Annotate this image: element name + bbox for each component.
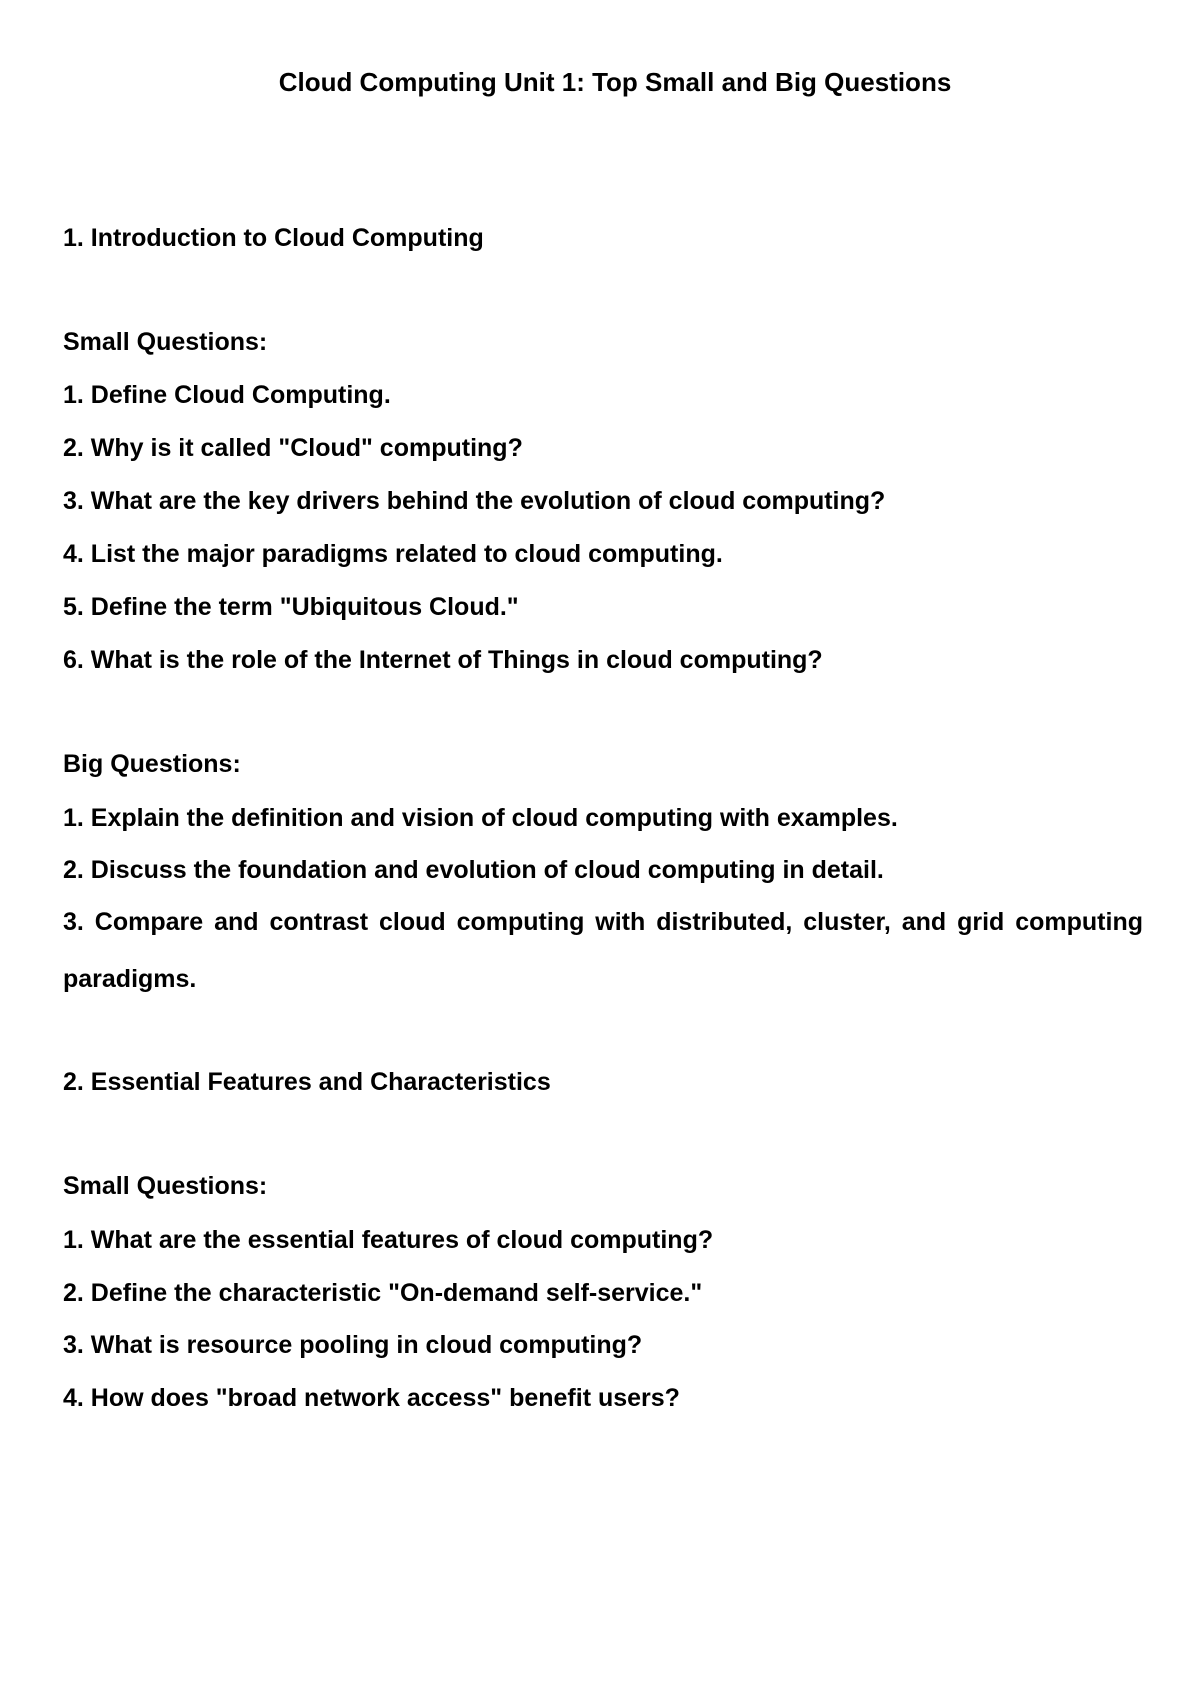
small-question-item: 3. What is resource pooling in cloud computing?: [63, 1331, 643, 1359]
small-question-item: 4. How does "broad network access" benefit users?: [63, 1384, 680, 1412]
big-question-item: 2. Discuss the foundation and evolution of cloud computing in detail.: [63, 856, 884, 884]
big-question-item: 3. Compare and contrast cloud computing with distributed, cluster, and grid computing paradigms.: [63, 908, 1143, 993]
section-heading: 2. Essential Features and Characteristics: [63, 1068, 551, 1096]
small-question-item: 1. Define Cloud Computing.: [63, 381, 391, 409]
small-questions-label: Small Questions:: [63, 328, 268, 356]
small-questions-label: Small Questions:: [63, 1172, 268, 1200]
small-question-item: 5. Define the term "Ubiquitous Cloud.": [63, 593, 519, 621]
small-question-item: 4. List the major paradigms related to cloud computing.: [63, 540, 723, 568]
big-questions-label: Big Questions:: [63, 750, 241, 778]
small-question-item: 2. Why is it called "Cloud" computing?: [63, 434, 523, 462]
section-heading: 1. Introduction to Cloud Computing: [63, 224, 484, 252]
small-question-item: 6. What is the role of the Internet of Things in cloud computing?: [63, 646, 823, 674]
big-question-item: 1. Explain the definition and vision of cloud computing with examples.: [63, 804, 898, 832]
small-question-item: 1. What are the essential features of cloud computing?: [63, 1226, 714, 1254]
document-title: Cloud Computing Unit 1: Top Small and Big Questions: [278, 67, 952, 97]
small-question-item: 3. What are the key drivers behind the evolution of cloud computing?: [63, 487, 886, 515]
small-question-item: 2. Define the characteristic "On-demand self-service.": [63, 1279, 703, 1307]
